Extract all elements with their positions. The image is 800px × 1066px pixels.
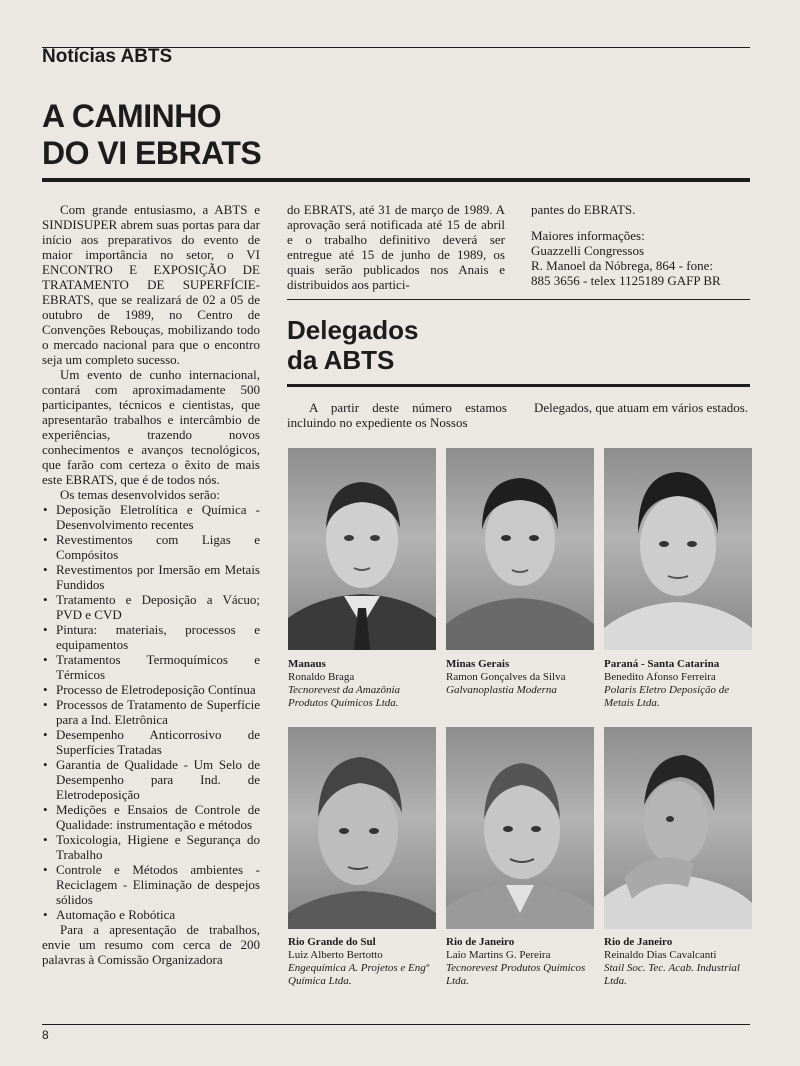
info-line: Guazzelli Congressos bbox=[531, 243, 645, 258]
article-continuation: do EBRATS, até 31 de março de 1989. A aprovação será notificada até 15 de abril e o trabalho definitivo deverá ser entregue até 15 de junho de 1989, os quais serão publicados nos Anais e distribuidos aos partici- bbox=[287, 202, 505, 292]
delegates-heading-line-2: da ABTS bbox=[287, 345, 395, 375]
page-number: 8 bbox=[42, 1028, 49, 1042]
headline-rule bbox=[42, 178, 750, 182]
info-line: R. Manoel da Nóbrega, 864 - fone: bbox=[531, 258, 713, 273]
delegate-caption bbox=[604, 936, 754, 988]
portrait-placeholder bbox=[446, 448, 594, 650]
delegate-region: Minas Gerais bbox=[446, 658, 510, 670]
topic-item: • Garantia de Qualidade - Um Selo de Desempenho para Ind. de Eletrodeposição bbox=[42, 757, 260, 802]
topic-item: • Tratamentos Termoquímicos e Térmicos bbox=[42, 652, 260, 682]
delegate-region: Paraná - Santa Catarina bbox=[604, 658, 720, 670]
delegate-photo-manaus bbox=[288, 448, 436, 650]
delegates-heading-line-1: Delegados bbox=[287, 315, 419, 345]
info-title: Maiores informações: bbox=[531, 228, 645, 243]
topic-item: • Controle e Métodos ambientes - Reciclagem - Eliminação de despejos sólidos bbox=[42, 862, 260, 907]
delegates-intro-b: Delegados, que atuam em vários estados. bbox=[534, 400, 749, 415]
delegate-company: Tecnorevest Produtos Químicos Ltda. bbox=[446, 962, 586, 987]
article-column-3 bbox=[531, 202, 753, 288]
delegate-region: Manaus bbox=[288, 658, 326, 670]
article-paragraph-2: Um evento de cunho internacional, contará com aproximadamente 500 participantes, técnicos e cientistas, que apresentarão trabalhos e intercâmbio de experiências, trazendo novos conhecimentos e avanços tecnológicos, que farão com certeza o êxito de mais este EBRATS, que é de todos nós. bbox=[42, 367, 260, 487]
delegate-photo-parana bbox=[604, 448, 752, 650]
delegate-name: Ronaldo Braga bbox=[288, 671, 355, 683]
bottom-rule bbox=[42, 1024, 750, 1025]
delegate-caption bbox=[604, 658, 754, 710]
delegate-caption bbox=[446, 936, 596, 988]
article-ending: pantes do EBRATS. bbox=[531, 202, 636, 217]
delegate-company: Tecnorevest da Amazônia Produtos Químicos Ltda. bbox=[288, 684, 401, 709]
delegates-heading-rule bbox=[287, 384, 750, 387]
article-column-2 bbox=[287, 202, 505, 292]
topic-item: • Medições e Ensaios de Controle de Qualidade: instrumentação e métodos bbox=[42, 802, 260, 832]
delegate-company: Galvanoplastia Moderna bbox=[446, 684, 557, 696]
article-column-1 bbox=[42, 202, 260, 967]
topic-item: • Processos de Tratamento de Superfície para a Ind. Eletrônica bbox=[42, 697, 260, 727]
headline-line-1: A CAMINHO bbox=[42, 98, 222, 134]
delegates-top-rule bbox=[287, 299, 750, 300]
delegate-region: Rio de Janeiro bbox=[604, 936, 673, 948]
portrait-placeholder bbox=[288, 448, 436, 650]
topic-item: • Processo de Eletrodeposição Contínua bbox=[42, 682, 260, 697]
delegate-name: Luiz Alberto Bertotto bbox=[288, 949, 383, 961]
topic-item: • Revestimentos por Imersão em Metais Fundidos bbox=[42, 562, 260, 592]
portrait-placeholder bbox=[604, 448, 752, 650]
delegate-region: Rio de Janeiro bbox=[446, 936, 515, 948]
delegate-photo-rio-de-janeiro-1 bbox=[446, 727, 594, 929]
delegates-heading bbox=[287, 315, 419, 375]
info-line: 885 3656 - telex 1125189 GAFP BR bbox=[531, 273, 721, 288]
headline-line-2: DO VI EBRATS bbox=[42, 135, 262, 171]
delegate-photo-rio-grande-do-sul bbox=[288, 727, 436, 929]
delegate-name: Benedito Afonso Ferreira bbox=[604, 671, 716, 683]
article-intro: Com grande entusiasmo, a ABTS e SINDISUPER abrem suas portas para dar início aos preparativos do evento de maior importância no setor, o VI ENCONTRO E EXPOSIÇÃO DE TRATAMENTO DE SUPERFÍCIE-EBRATS, que se realizará de 02 a 05 de outubro de 1989, no Centro de Convenções Rebouças, mobilizando todo o mercado nacional para que o encontro seja um completo sucesso. bbox=[42, 202, 260, 367]
delegate-company: Engequímica A. Projetos e Engº Química Ltda. bbox=[288, 962, 430, 987]
delegate-photo-minas-gerais bbox=[446, 448, 594, 650]
topic-item: • Tratamento e Deposição a Vácuo; PVD e CVD bbox=[42, 592, 260, 622]
delegate-company: Polaris Eletro Deposição de Metais Ltda. bbox=[604, 684, 730, 709]
delegate-caption bbox=[288, 658, 438, 710]
topic-item: • Desempenho Anticorrosivo de Superfícies Tratadas bbox=[42, 727, 260, 757]
topics-list bbox=[42, 502, 260, 922]
delegate-name: Reinaldo Dias Cavalcanti bbox=[604, 949, 717, 961]
topic-item: • Pintura: materiais, processos e equipamentos bbox=[42, 622, 260, 652]
delegate-region: Rio Grande do Sul bbox=[288, 936, 376, 948]
portrait-placeholder bbox=[288, 727, 436, 929]
portrait-placeholder bbox=[446, 727, 594, 929]
delegate-caption bbox=[288, 936, 438, 988]
article-paragraph-4: Para a apresentação de trabalhos, envie um resumo com cerca de 200 palavras à Comissão Organizadora bbox=[42, 922, 260, 967]
delegate-name: Ramon Gonçalves da Silva bbox=[446, 671, 566, 683]
headline bbox=[42, 98, 261, 172]
topic-item: • Toxicologia, Higiene e Segurança do Trabalho bbox=[42, 832, 260, 862]
topic-item: • Deposição Eletrolítica e Química - Desenvolvimento recentes bbox=[42, 502, 260, 532]
delegates-intro-a: A partir deste número estamos incluindo no expediente os Nossos bbox=[287, 400, 507, 430]
topics-intro: Os temas desenvolvidos serão: bbox=[60, 487, 220, 502]
delegate-name: Laio Martins G. Pereira bbox=[446, 949, 551, 961]
topic-item: • Revestimentos com Ligas e Compósitos bbox=[42, 532, 260, 562]
delegate-photo-rio-de-janeiro-2 bbox=[604, 727, 752, 929]
delegate-caption bbox=[446, 658, 596, 697]
section-title: Notícias ABTS bbox=[42, 46, 173, 67]
delegate-company: Stail Soc. Tec. Acab. Industrial Ltda. bbox=[604, 962, 740, 987]
portrait-placeholder bbox=[604, 727, 752, 929]
topic-item: • Automação e Robótica bbox=[42, 907, 260, 922]
